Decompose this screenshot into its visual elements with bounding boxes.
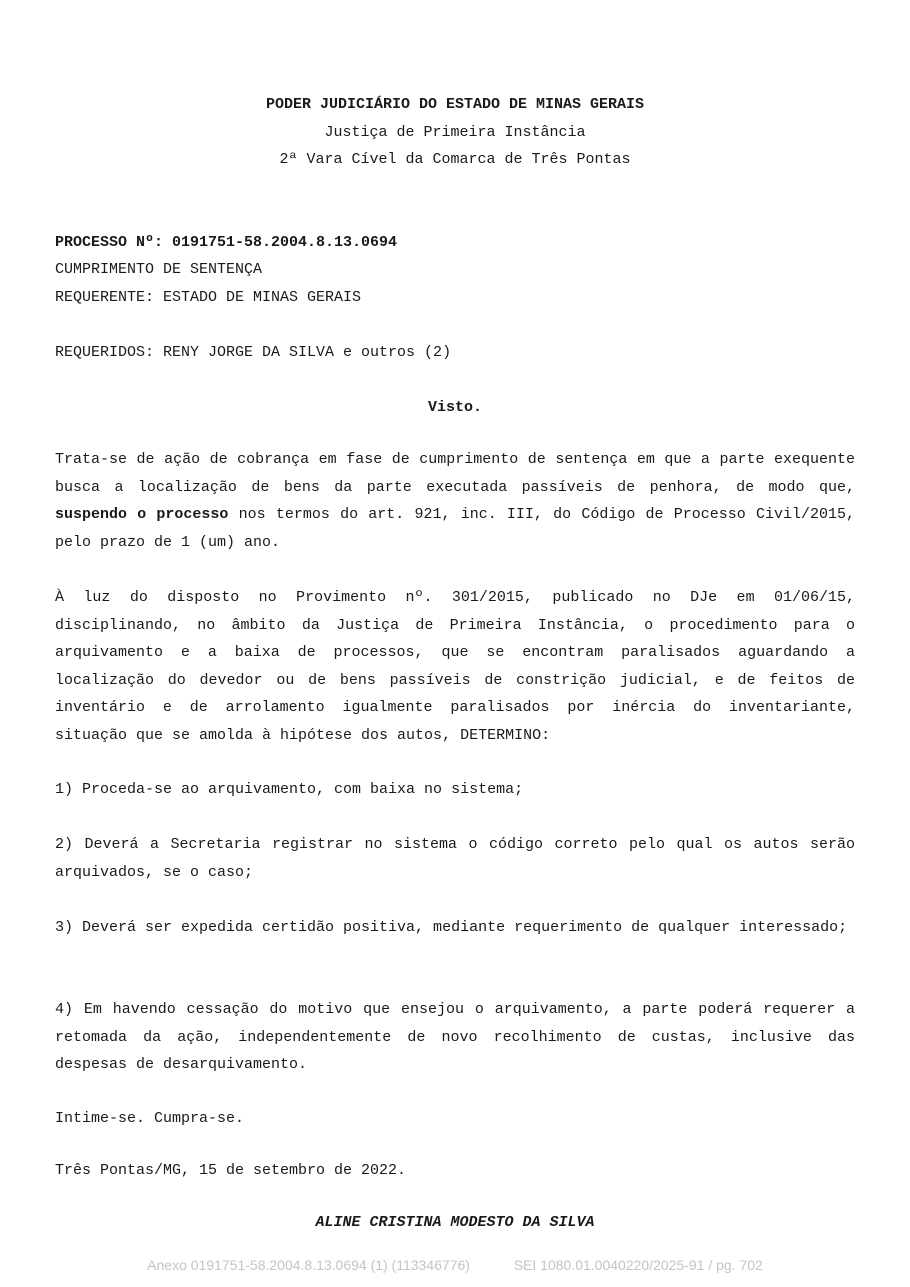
judge-signature-name: ALINE CRISTINA MODESTO DA SILVA (315, 1214, 595, 1231)
court-instance: Justiça de Primeira Instância (324, 124, 586, 141)
closing-line: Intime-se. Cumpra-se. (55, 1110, 245, 1127)
order-item-4: 4) Em havendo cessação do motivo que ensejou o arquivamento, a parte poderá requerer a retomada da ação, independentemente de novo recolhimento de custas, inclusive das despesas de desarquivamento. (55, 1001, 855, 1073)
order-item-1: 1) Proceda-se ao arquivamento, com baixa no sistema; (55, 781, 524, 798)
order-item-2: 2) Deverá a Secretaria registrar no sistema o código correto pelo qual os autos serão arquivados, se o caso; (55, 836, 855, 881)
case-plaintiff: REQUERENTE: ESTADO DE MINAS GERAIS (55, 289, 362, 306)
court-division: 2ª Vara Cível da Comarca de Três Pontas (279, 151, 631, 168)
visto-heading: Visto. (427, 399, 482, 416)
paragraph-suspension-emphasis: suspendo o processo (55, 506, 229, 523)
court-name: PODER JUDICIÁRIO DO ESTADO DE MINAS GERAIS (265, 96, 645, 113)
case-number: PROCESSO Nº: 0191751-58.2004.8.13.0694 (55, 234, 398, 251)
paragraph-suspension-text-2: nos termos do art. 921, inc. III, do Código de Processo Civil/2015, pelo prazo de 1 (um) ano. (55, 506, 855, 551)
case-class: CUMPRIMENTO DE SENTENÇA (55, 261, 263, 278)
paragraph-provimento: À luz do disposto no Provimento nº. 301/2015, publicado no DJe em 01/06/15, disciplinando, no âmbito da Justiça de Primeira Instância, o procedimento para o arquivamento e a baixa de processos, que se encontram paralisados aguardando a localização do devedor ou de bens passíveis de constrição judicial, e de feitos de inventário e de arrolamento igualmente paralisados por inércia do inventariante, situação que se amolda à hipótese dos autos, DETERMINO: (55, 589, 855, 744)
case-defendants: REQUERIDOS: RENY JORGE DA SILVA e outros (2) (55, 344, 452, 361)
order-item-3: 3) Deverá ser expedida certidão positiva, mediante requerimento de qualquer interessado; (55, 919, 848, 936)
paragraph-suspension (55, 446, 855, 556)
paragraph-suspension-text-1: Trata-se de ação de cobrança em fase de cumprimento de sentença em que a parte exequente busca a localização de bens da parte executada passíveis de penhora, de modo que, (55, 451, 855, 496)
footer-sei-reference: SEI 1080.01.0040220/2025-91 / pg. 702 (513, 1257, 763, 1273)
footer-annex-reference: Anexo 0191751-58.2004.8.13.0694 (1) (113346776) (147, 1257, 470, 1273)
document-footer (0, 1257, 910, 1273)
place-and-date: Três Pontas/MG, 15 de setembro de 2022. (55, 1162, 407, 1179)
